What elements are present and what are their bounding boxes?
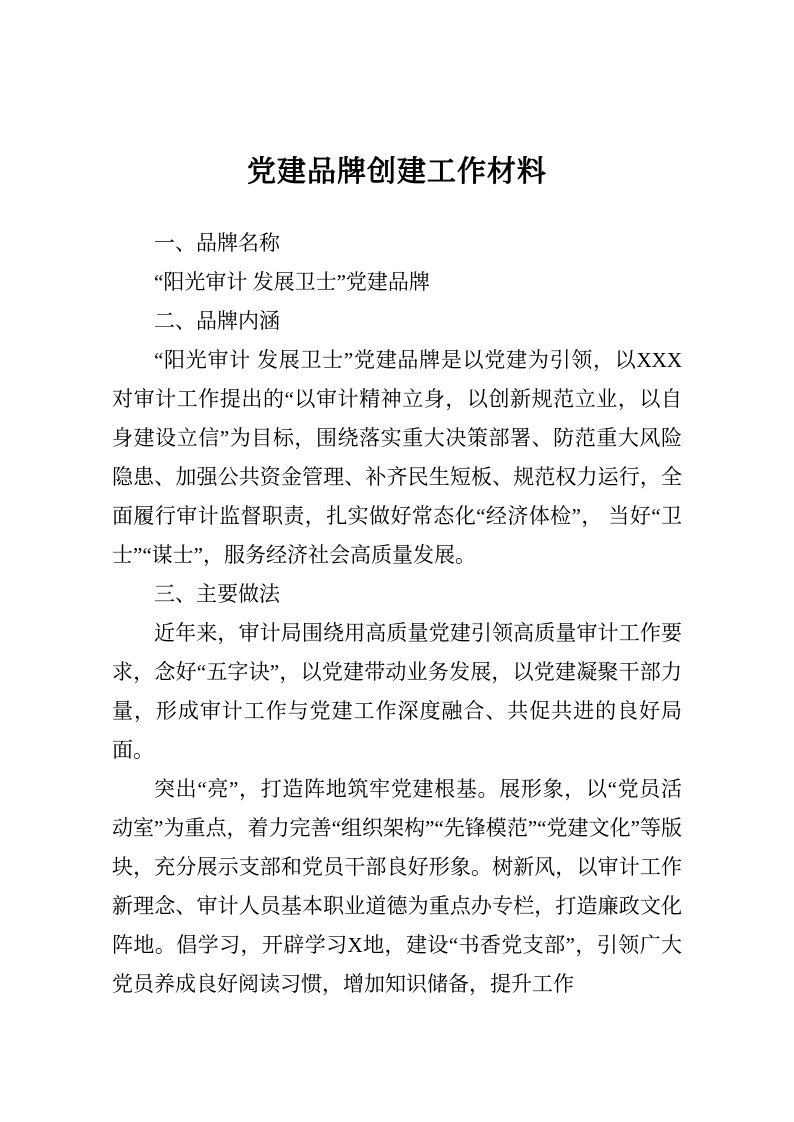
paragraph: 近年来，审计局围绕用高质量党建引领高质量审计工作要求，念好“五字诀”，以党建带动业务发展，以党建凝聚干部力量，形成审计工作与党建工作深度融合、共促共进的良好局面。: [112, 621, 682, 762]
section-heading: 一、品牌名称: [154, 231, 280, 255]
paragraph: 突出“亮”，打造阵地筑牢党建根基。展形象，以“党员活动室”为重点，着力完善“组织架构”“先锋模范”“党建文化”等版块，充分展示支部和党员干部良好形象。树新风，以审计工作新理念、审计人员基本职业道德为重点办专栏，打造廉政文化阵地。倡学习，开辟学习X地，建设“书香党支部”，引领广大党员养成良好阅读习惯，增加知识储备，提升工作: [112, 777, 682, 996]
document-body: [112, 224, 682, 1004]
paragraph: “阳光审计 发展卫士”党建品牌是以党建为引领，以XXX 对审计工作提出的“以审计精神立身，以创新规范立业，以自身建设立信”为目标，围绕落实重大决策部署、防范重大风险隐患、加强公共资金管理、补齐民生短板、规范权力运行，全面履行审计监督职责，扎实做好常态化“经济体检”， 当好“卫士”“谋士”，服务经济社会高质量发展。: [112, 348, 682, 567]
section-heading: 二、品牌内涵: [154, 309, 280, 333]
paragraph: “阳光审计 发展卫士”党建品牌: [154, 270, 430, 294]
document-title: 党建品牌创建工作材料: [246, 156, 547, 188]
section-heading: 三、主要做法: [154, 582, 280, 606]
